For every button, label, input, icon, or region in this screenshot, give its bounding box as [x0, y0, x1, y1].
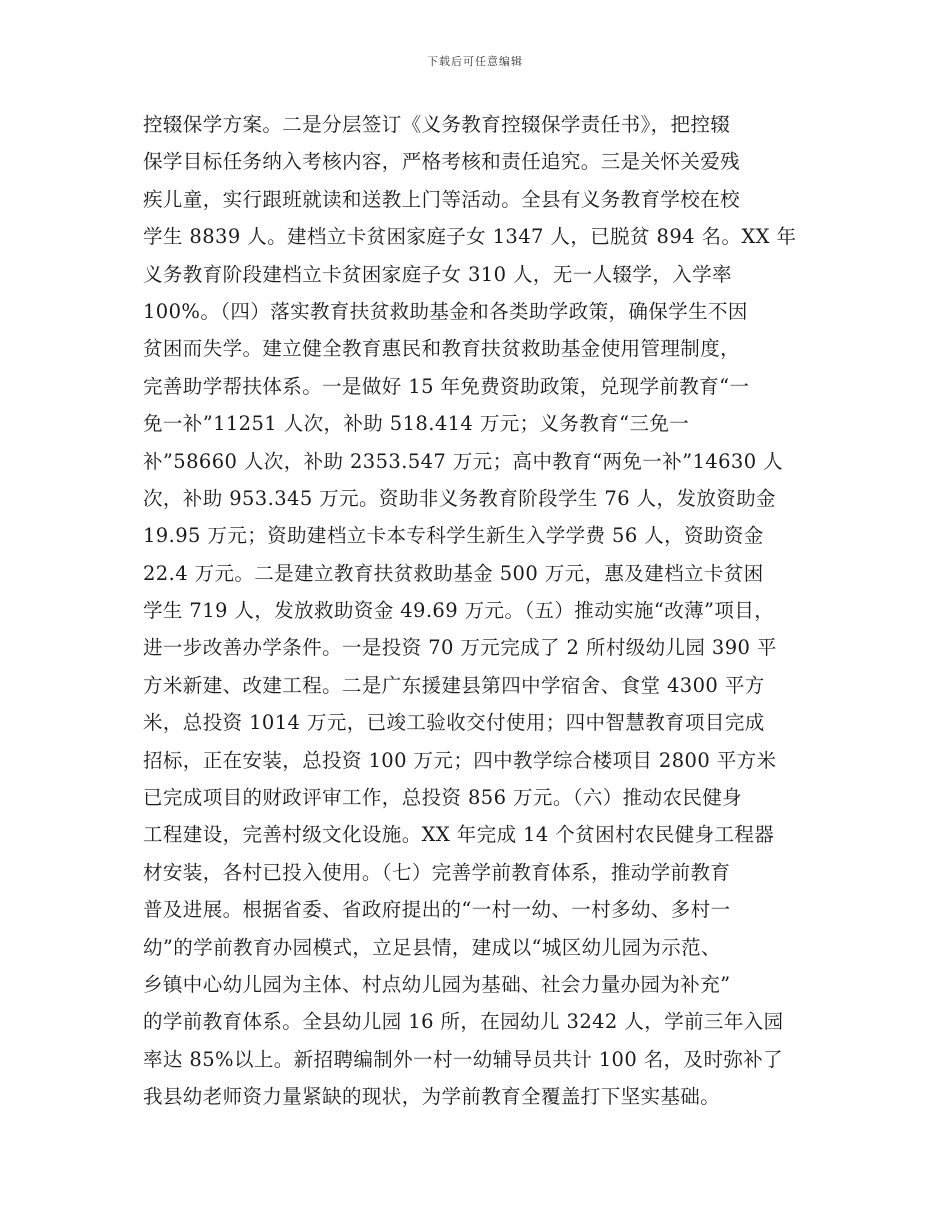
text-line: 工程建设，完善村级文化设施。XX 年完成 14 个贫困村农民健身工程器	[143, 823, 775, 847]
text-line: 控辍保学方案。二是分层签订《义务教育控辍保学责任书》，把控辍	[143, 113, 731, 136]
text-line: 已完成项目的财政评审工作，总投资 856 万元。（六）推动农民健身	[143, 786, 743, 810]
page-header: 下载后可任意编辑	[427, 55, 523, 68]
text-line: 义务教育阶段建档立卡贫困家庭子女 310 人，无一人辍学，入学率	[143, 262, 732, 286]
text-line: 22.4 万元。二是建立教育扶贫救助基金 500 万元，惠及建档立卡贫困	[143, 561, 764, 585]
text-line: 100%。（四）落实教育扶贫救助基金和各类助学政策，确保学生不因	[143, 299, 748, 323]
text-line: 率达 85%以上。新招聘编制外一村一幼辅导员共计 100 名，及时弥补了	[143, 1047, 784, 1071]
text-line: 米，总投资 1014 万元，已竣工验收交付使用；四中智慧教育项目完成	[143, 711, 765, 735]
text-line: 普及进展。根据省委、省政府提出的“一村一幼、一村多幼、多村一	[143, 898, 731, 922]
document-body	[143, 106, 823, 1116]
text-line: 学生 8839 人。建档立卡贫困家庭子女 1347 人，已脱贫 894 名。XX 年	[143, 225, 797, 249]
text-line: 保学目标任务纳入考核内容，严格考核和责任追究。三是关怀关爱残	[143, 150, 741, 174]
text-line: 19.95 万元；资助建档立卡本专科学生新生入学学费 56 人，资助资金	[143, 524, 764, 548]
text-line: 补”58660 人次，补助 2353.547 万元；高中教育“两免一补”14630 人	[143, 449, 784, 473]
text-line: 乡镇中心幼儿园为主体、村点幼儿园为基础、社会力量办园为补充”	[143, 972, 731, 996]
text-line: 次，补助 953.345 万元。资助非义务教育阶段学生 76 人，发放资助金	[143, 486, 776, 510]
text-line: 疾儿童，实行跟班就读和送教上门等活动。全县有义务教育学校在校	[143, 187, 741, 211]
text-line: 学生 719 人，发放救助资金 49.69 万元。（五）推动实施“改薄”项目，	[143, 599, 775, 623]
text-line: 幼”的学前教育办园模式，立足县情，建成以“城区幼儿园为示范、	[143, 935, 721, 959]
text-line: 贫困而失学。建立健全教育惠民和教育扶贫救助基金使用管理制度，	[143, 337, 741, 361]
text-line: 方米新建、改建工程。二是广东援建县第四中学宿舍、食堂 4300 平方	[143, 673, 765, 697]
text-line: 材安装，各村已投入使用。（七）完善学前教育体系，推动学前教育	[143, 860, 731, 884]
text-line: 免一补”11251 人次，补助 518.414 万元；义务教育“三免一	[143, 412, 690, 436]
text-line: 完善助学帮扶体系。一是做好 15 年免费资助政策，兑现学前教育“一	[143, 374, 750, 398]
text-line: 的学前教育体系。全县幼儿园 16 所，在园幼儿 3242 人，学前三年入园	[143, 1010, 784, 1034]
text-line: 进一步改善办学条件。一是投资 70 万元完成了 2 所村级幼儿园 390 平	[143, 636, 777, 660]
text-line: 招标，正在安装，总投资 100 万元；四中教学综合楼项目 2800 平方米	[143, 748, 777, 772]
text-line: 我县幼老师资力量紧缺的现状，为学前教育全覆盖打下坚实基础。	[143, 1085, 721, 1109]
